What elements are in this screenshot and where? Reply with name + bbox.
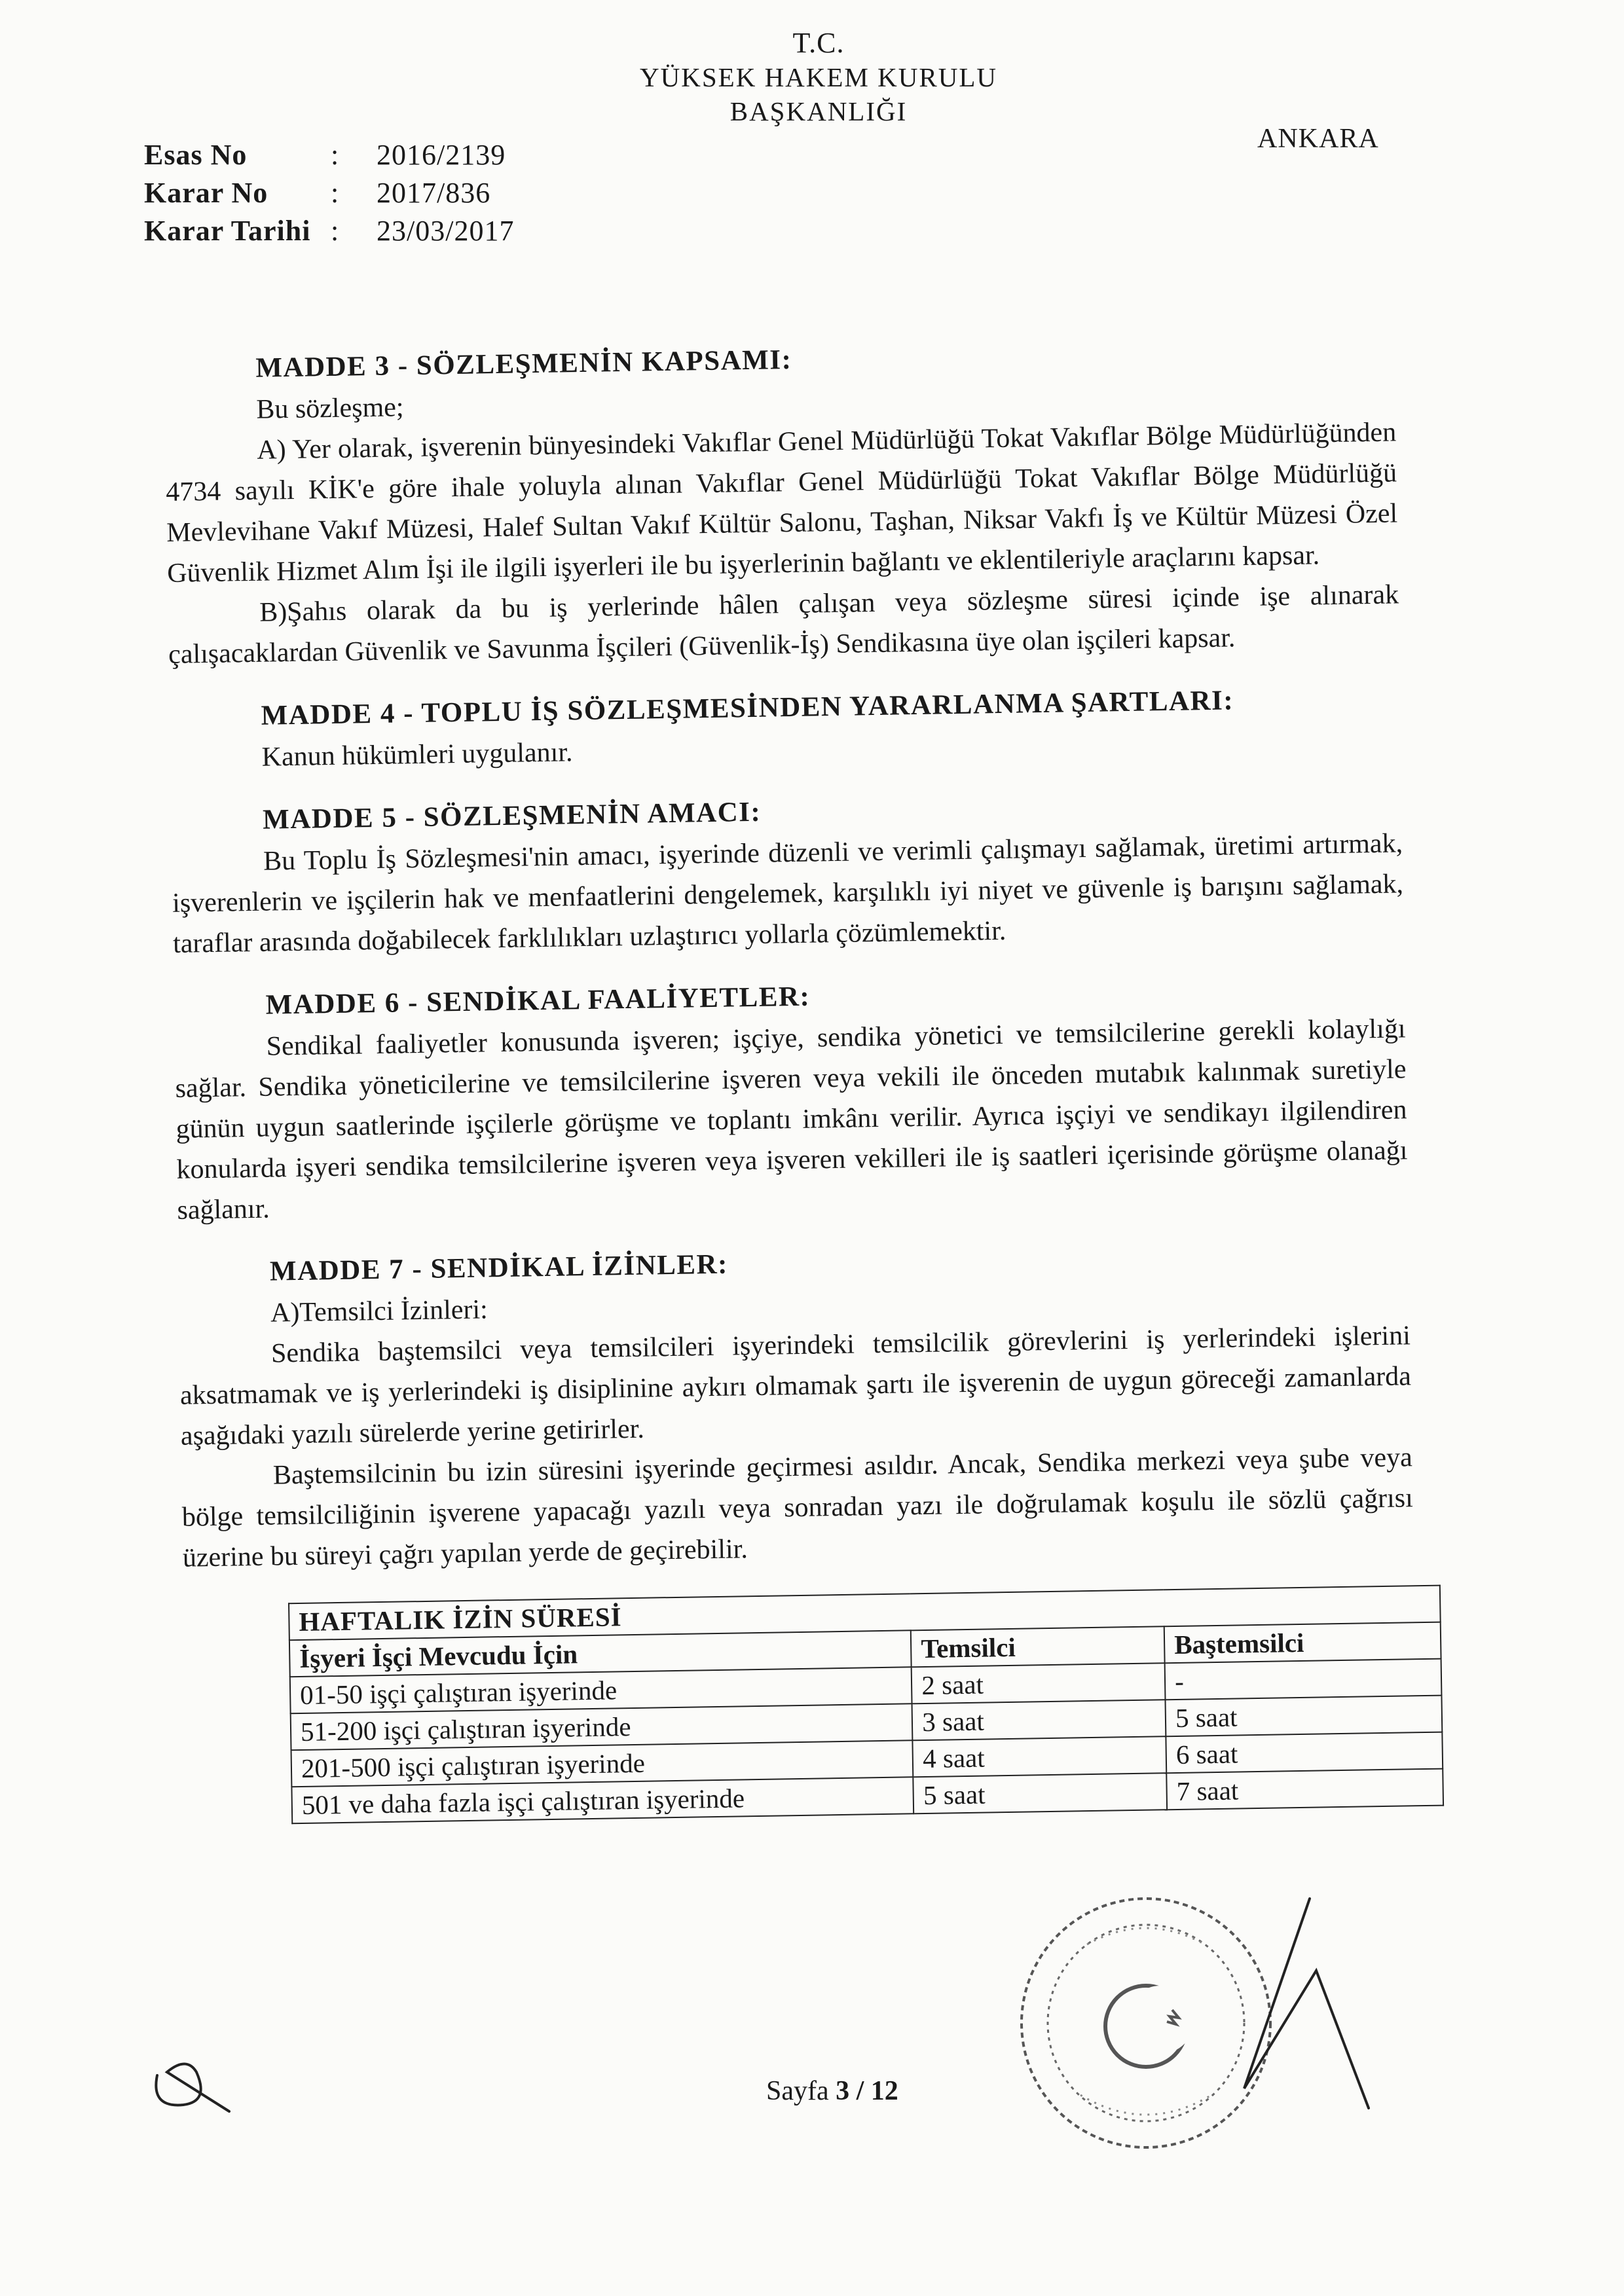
table-cell: 201-500 işçi çalıştıran işyerinde <box>291 1740 913 1787</box>
page-number <box>766 2075 898 2107</box>
article-title: MADDE 3 - SÖZLEŞMENİN KAPSAMI: <box>255 344 792 384</box>
meta-value: 2016/2139 <box>377 139 506 171</box>
paragraph: Sendika baştemsilci veya temsilcileri işyerindeki temsilcilik görevlerini iş yerlerindeki işlerini aksatmamak ve iş yerlerindeki iş disiplinine aykırı olmamak şartı ile işverenin de uygun göreceği zamanlarda aşağıdaki yazılı sürelerde yerine getirirler. <box>179 1321 1412 1451</box>
article-5 <box>171 786 1405 964</box>
meta-value: 23/03/2017 <box>377 215 515 247</box>
table-cell: 6 saat <box>1166 1732 1443 1774</box>
page-number-prefix: Sayfa <box>766 2076 829 2106</box>
meta-row <box>144 136 642 174</box>
institution-header <box>544 26 1094 128</box>
table-cell: 7 saat <box>1166 1769 1443 1810</box>
column-header: Temsilci <box>911 1626 1165 1667</box>
article-title: MADDE 4 - TOPLU İŞ SÖZLEŞMESİNDEN YARARLANMA ŞARTLARI: <box>261 685 1234 731</box>
header-country: T.C. <box>792 27 845 59</box>
table-cell: 3 saat <box>912 1700 1166 1740</box>
article-6 <box>174 971 1409 1230</box>
meta-row <box>144 212 642 250</box>
handwritten-signature <box>1218 1892 1388 2131</box>
table-cell: - <box>1165 1659 1442 1700</box>
meta-label: Karar No <box>144 177 268 209</box>
handwritten-initial <box>144 2049 236 2124</box>
table-cell: 4 saat <box>913 1736 1167 1777</box>
table-cell: 501 ve daha fazla işçi çalıştıran işyerinde <box>291 1777 913 1823</box>
document-body <box>164 334 1418 1825</box>
leave-duration-table <box>288 1585 1444 1825</box>
paragraph: B)Şahıs olarak da bu iş yerlerinde hâlen çalışan veya sözleşme süresi içinde işe alınarak çalışacaklardan Güvenlik ve Savunma İşçileri (Güvenlik-İş) Sendikasına üye olan işçileri kapsar. <box>168 579 1399 670</box>
table-cell: 01-50 işçi çalıştıran işyerinde <box>290 1667 912 1713</box>
meta-colon: : <box>331 139 339 171</box>
meta-label: Karar Tarihi <box>144 215 311 247</box>
meta-label: Esas No <box>144 139 248 171</box>
article-title: MADDE 5 - SÖZLEŞMENİN AMACI: <box>262 796 762 835</box>
paragraph: Baştemsilcinin bu izin süresini işyerinde geçirmesi asıldır. Ancak, Sendika merkezi veya şube veya bölge temsilciliğinin işverene yapacağı yazılı veya sonradan yazı ile doğrulamak koşulu ile sözlü çağrısı üzerine bu süreyi çağrı yapılan yerde de geçirebilir. <box>181 1442 1414 1573</box>
table-cell: 5 saat <box>1166 1696 1443 1737</box>
paragraph: Bu sözleşme; <box>256 392 404 425</box>
page-number-value: 3 / 12 <box>836 2076 898 2106</box>
column-header: İşyeri İşçi Mevcudu İçin <box>289 1630 912 1677</box>
article-3 <box>164 334 1399 674</box>
header-city: ANKARA <box>1257 124 1379 154</box>
paragraph: Sendikal faaliyetler konusunda işveren; işçiye, sendika yönetici ve temsilcilerine gerekli kolaylığı sağlar. Sendika yöneticilerine ve temsilcilerine işveren veya vekili ile önceden mutabık kalınmak suretiyle günün uygun saatlerinde işçilerle görüşme ve toplantı imkânı verilir. Ayrıca işçiyi ve sendikayı ilgilendiren konularda işyeri sendika temsilcilerine işveren veya işveren vekilleri ile iş saatleri içerisinde görüşme olanağı sağlanır. <box>175 1013 1408 1226</box>
header-institution: YÜKSEK HAKEM KURULU <box>640 62 997 92</box>
article-title: MADDE 7 - SENDİKAL İZİNLER: <box>269 1248 729 1287</box>
meta-value: 2017/836 <box>377 177 491 209</box>
paragraph: Bu Toplu İş Sözleşmesi'nin amacı, işyerinde düzenli ve verimli çalışmayı sağlamak, üretimi artırmak, işverenlerin ve işçilerin hak ve menfaatlerini dengelemek, karşılıklı iyi niyet ve güvenle iş barışını sağlamak, taraflar arasında doğabilecek farklılıkları uzlaştırıcı yollarla çözümlemektir. <box>172 828 1404 959</box>
table-cell: 5 saat <box>913 1773 1168 1813</box>
header-office: BAŞKANLIĞI <box>729 96 908 126</box>
paragraph: Kanun hükümleri uygulanır. <box>261 737 573 773</box>
article-title: MADDE 6 - SENDİKAL FAALİYETLER: <box>265 981 811 1021</box>
article-7 <box>178 1237 1414 1578</box>
table-cell: 51-200 işçi çalıştıran işyerinde <box>291 1704 913 1750</box>
meta-colon: : <box>331 215 339 247</box>
article-4 <box>169 682 1401 779</box>
case-meta <box>144 136 642 250</box>
meta-row <box>144 174 642 212</box>
meta-colon: : <box>331 177 339 209</box>
paragraph: A) Yer olarak, işverenin bünyesindeki Vakıflar Genel Müdürlüğü Tokat Vakıflar Bölge Müdürlüğünden 4734 sayılı KİK'e göre ihale yoluyla alınan Vakıflar Genel Müdürlüğü Tokat Vakıflar Bölge Müdürlüğü Mevlevihane Vakıf Müzesi, Halef Sultan Vakıf Kültür Salonu, Taşhan, Niksar Vakfı İş ve Kültür Müzesi Özel Güvenlik Hizmet Alım İşi ile ilgili işyerleri ile bu işyerlerinin bağlantı ve eklentileriyle araçlarını kapsar. <box>165 417 1398 589</box>
paragraph: A)Temsilci İzinleri: <box>270 1294 489 1328</box>
table-caption: HAFTALIK İZİN SÜRESİ <box>289 1586 1441 1641</box>
table-cell: 2 saat <box>912 1663 1166 1704</box>
column-header: Baştemsilci <box>1164 1622 1441 1664</box>
